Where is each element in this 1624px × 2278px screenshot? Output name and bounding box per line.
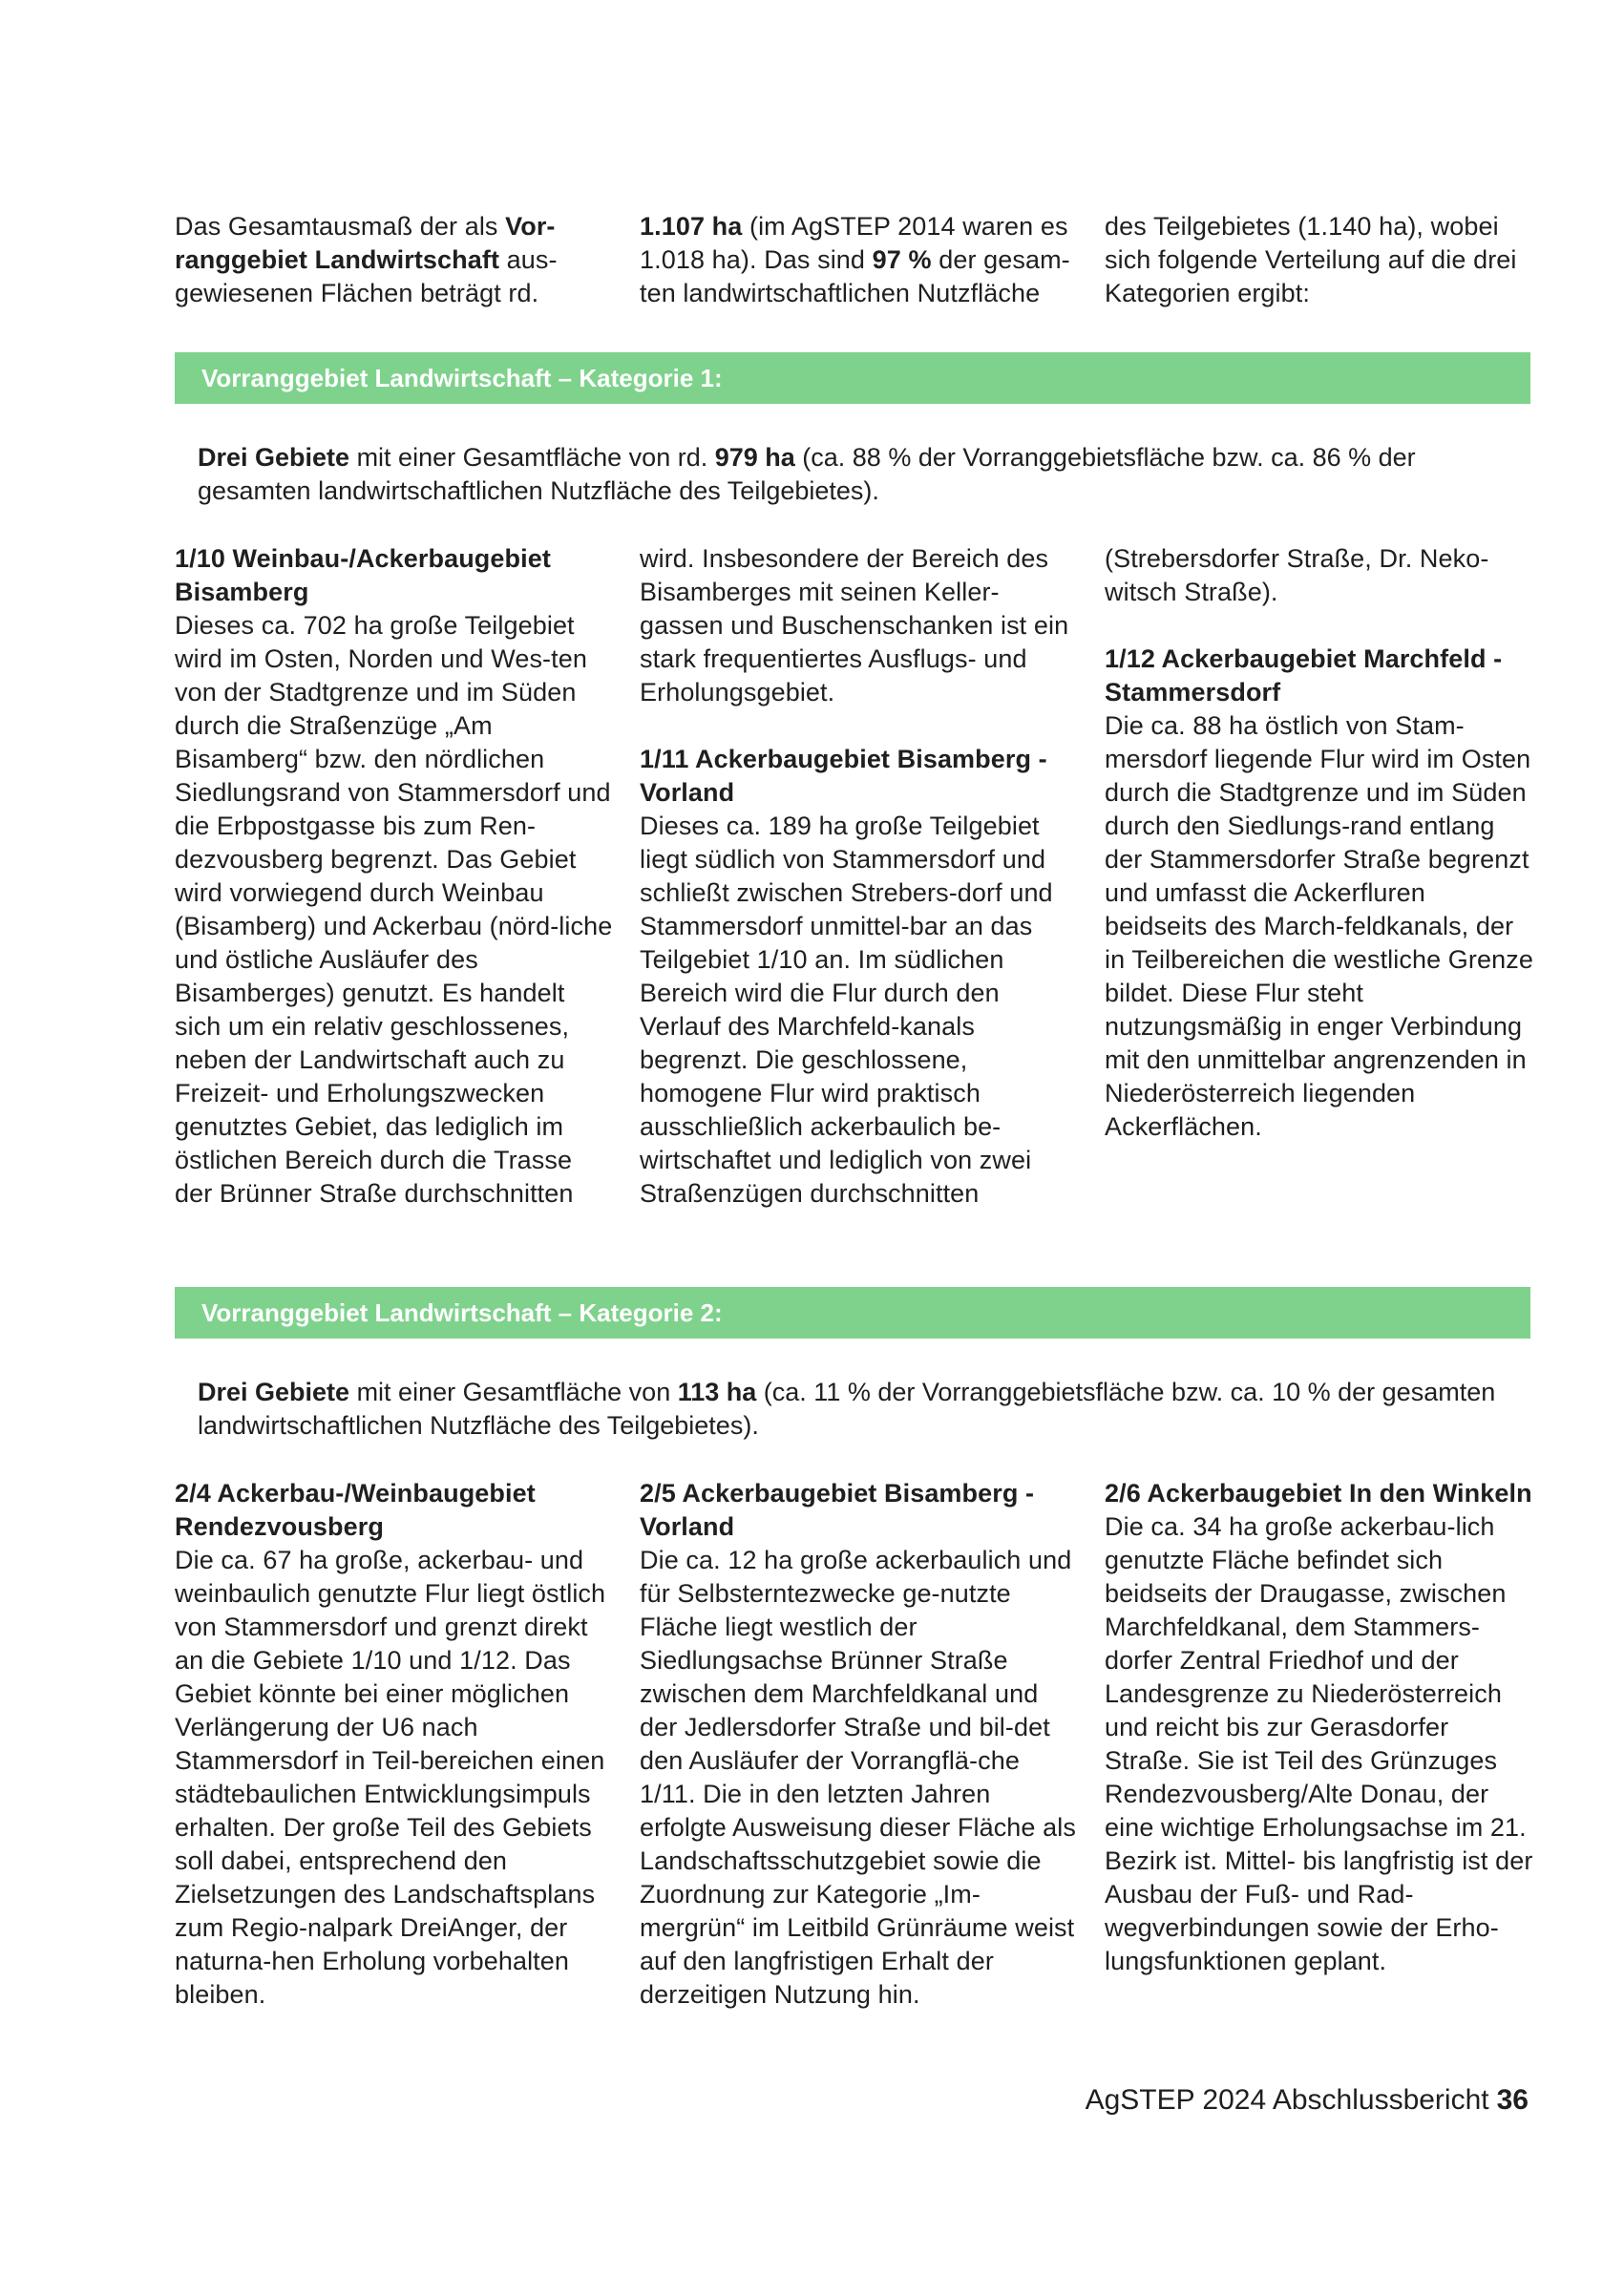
kategorie-1-banner: Vorranggebiet Landwirtschaft – Kategorie 1: xyxy=(175,352,1530,404)
kategorie-2-col-3 xyxy=(1105,1477,1534,1978)
kategorie-2-summary: Drei Gebiete mit einer Gesamtfläche von 113 ha (ca. 11 % der Vorranggebietsfläche bzw. ca. 10 % der gesamten landwirtschaftlichen Nutzfläche des Teilgebietes). xyxy=(198,1378,1496,1440)
area-1-11-title: 1/11 Ackerbaugebiet Bisamberg - Vorland xyxy=(640,745,1047,807)
area-1-11-continuation: (Strebersdorfer Straße, Dr. Neko-witsch Straße). xyxy=(1105,544,1489,606)
kategorie-1-summary: Drei Gebiete mit einer Gesamtfläche von rd. 979 ha (ca. 88 % der Vorranggebietsfläche bzw. ca. 86 % der gesamten landwirtschaftlichen Nutzfläche des Teilgebietes). xyxy=(198,443,1416,505)
area-2-4-text: Die ca. 67 ha große, ackerbau- und weinbaulich genutzte Flur liegt östlich von Stammersdorf und grenzt direkt an die Gebiete 1/10 und 1/12. Das Gebiet könnte bei einer möglichen Verlängerung der U6 nach Stammersdorf in Teil-bereichen einen städtebaulichen Entwicklungsimpuls erhalten. Der große Teil des Gebiets soll dabei, entsprechend den Zielsetzungen des Landschaftsplans zum Regio-nalpark DreiAnger, der naturna-hen Erholung vorbehalten bleiben. xyxy=(175,1546,606,2009)
area-1-11-text: Dieses ca. 189 ha große Teilgebiet liegt südlich von Stammersdorf und schließt zwischen Strebers-dorf und Stammersdorf unmittel-bar an das Teilgebiet 1/10 an. Im südlichen Bereich wird die Flur durch den Verlauf des Marchfeld-kanals begrenzt. Die geschlossene, homogene Flur wird praktisch ausschließlich ackerbaulich be-wirtschaftet und lediglich von zwei Straßenzügen durchschnitten xyxy=(640,812,1053,1208)
area-1-10-continuation: wird. Insbesondere der Bereich des Bisamberges mit seinen Keller-gassen und Buschenschanken ist ein stark frequentiertes Ausflugs- und Erholungsgebiet. xyxy=(640,544,1069,707)
kategorie-1-col-1 xyxy=(175,542,614,1211)
intro-text-1: Das Gesamtausmaß der als Vor-ranggebiet Landwirtschaft aus-gewiesenen Flächen beträgt rd. xyxy=(175,212,558,307)
intro-text-3: des Teilgebietes (1.140 ha), wobei sich folgende Verteilung auf die drei Kategorien ergibt: xyxy=(1105,212,1517,307)
kategorie-2-col-2 xyxy=(640,1477,1079,2012)
intro-col-1 xyxy=(175,210,585,310)
page-number: 36 xyxy=(1496,2084,1529,2116)
area-1-12-title: 1/12 Ackerbaugebiet Marchfeld - Stammersdorf xyxy=(1105,644,1503,707)
page-footer xyxy=(1086,2083,1529,2118)
area-2-4-title: 2/4 Ackerbau-/Weinbaugebiet Rendezvousberg xyxy=(175,1479,536,1541)
kategorie-1-col-3 xyxy=(1105,542,1534,1144)
area-1-10-title: 1/10 Weinbau-/Ackerbaugebiet Bisamberg xyxy=(175,544,551,606)
area-2-6-text: Die ca. 34 ha große ackerbau-lich genutzte Fläche befindet sich beidseits der Draugasse, zwischen Marchfeldkanal, dem Stammers-dorfer Zentral Friedhof und der Landesgrenze zu Niederösterreich und reicht bis zur Gerasdorfer Straße. Sie ist Teil des Grünzuges Rendezvousberg/Alte Donau, der eine wichtige Erholungsachse im 21. Bezirk ist. Mittel- bis langfristig ist der Ausbau der Fuß- und Rad-wegverbindungen sowie der Erho-lungsfunktionen geplant. xyxy=(1105,1512,1533,1975)
kategorie-2-banner: Vorranggebiet Landwirtschaft – Kategorie 2: xyxy=(175,1287,1530,1339)
report-title: AgSTEP 2024 Abschlussbericht xyxy=(1085,2084,1489,2116)
area-2-6-title: 2/6 Ackerbaugebiet In den Winkeln xyxy=(1105,1479,1532,1508)
kategorie-2-col-1 xyxy=(175,1477,614,2012)
area-1-10-text: Dieses ca. 702 ha große Teilgebiet wird im Osten, Norden und Wes-ten von der Stadtgrenze und im Süden durch die Straßenzüge „Am Bisamberg“ bzw. den nördlichen Siedlungsrand von Stammersdorf und die Erbpostgasse bis zum Ren-dezvousberg begrenzt. Das Gebiet wird vorwiegend durch Weinbau (Bisamberg) und Ackerbau (nörd-liche und östliche Ausläufer des Bisamberges) genutzt. Es handelt sich um ein relativ geschlossenes, neben der Landwirtschaft auch zu Freizeit- und Erholungszwecken genutztes Gebiet, das lediglich im östlichen Bereich durch die Trasse der Brünner Straße durchschnitten xyxy=(175,611,613,1208)
kategorie-1-col-2 xyxy=(640,542,1079,1211)
intro-col-2 xyxy=(640,210,1079,310)
area-1-12-text: Die ca. 88 ha östlich von Stam-mersdorf liegende Flur wird im Osten durch die Stadtgrenze und im Süden durch den Siedlungs-rand entlang der Stammersdorfer Straße begrenzt und umfasst die Ackerfluren beidseits des March-feldkanals, der in Teilbereichen die westliche Grenze bildet. Diese Flur steht nutzungsmäßig in enger Verbindung mit den unmittelbar angrenzenden in Niederösterreich liegenden Ackerflächen. xyxy=(1105,711,1533,1141)
area-2-5-text: Die ca. 12 ha große ackerbaulich und für Selbsterntezwecke ge-nutzte Fläche liegt westlich der Siedlungsachse Brünner Straße zwischen dem Marchfeldkanal und der Jedlersdorfer Straße und bil-det den Ausläufer der Vorrangflä-che 1/11. Die in den letzten Jahren erfolgte Ausweisung dieser Fläche als Landschaftsschutzgebiet sowie die Zuordnung zur Kategorie „Im-mergrün“ im Leitbild Grünräume weist auf den langfristigen Erhalt der derzeitigen Nutzung hin. xyxy=(640,1546,1076,2009)
intro-col-3 xyxy=(1105,210,1525,310)
intro-text-2: 1.107 ha (im AgSTEP 2014 waren es 1.018 ha). Das sind 97 % der gesam-ten landwirtschaftlichen Nutzfläche xyxy=(640,212,1070,307)
area-2-5-title: 2/5 Ackerbaugebiet Bisamberg - Vorland xyxy=(640,1479,1035,1541)
